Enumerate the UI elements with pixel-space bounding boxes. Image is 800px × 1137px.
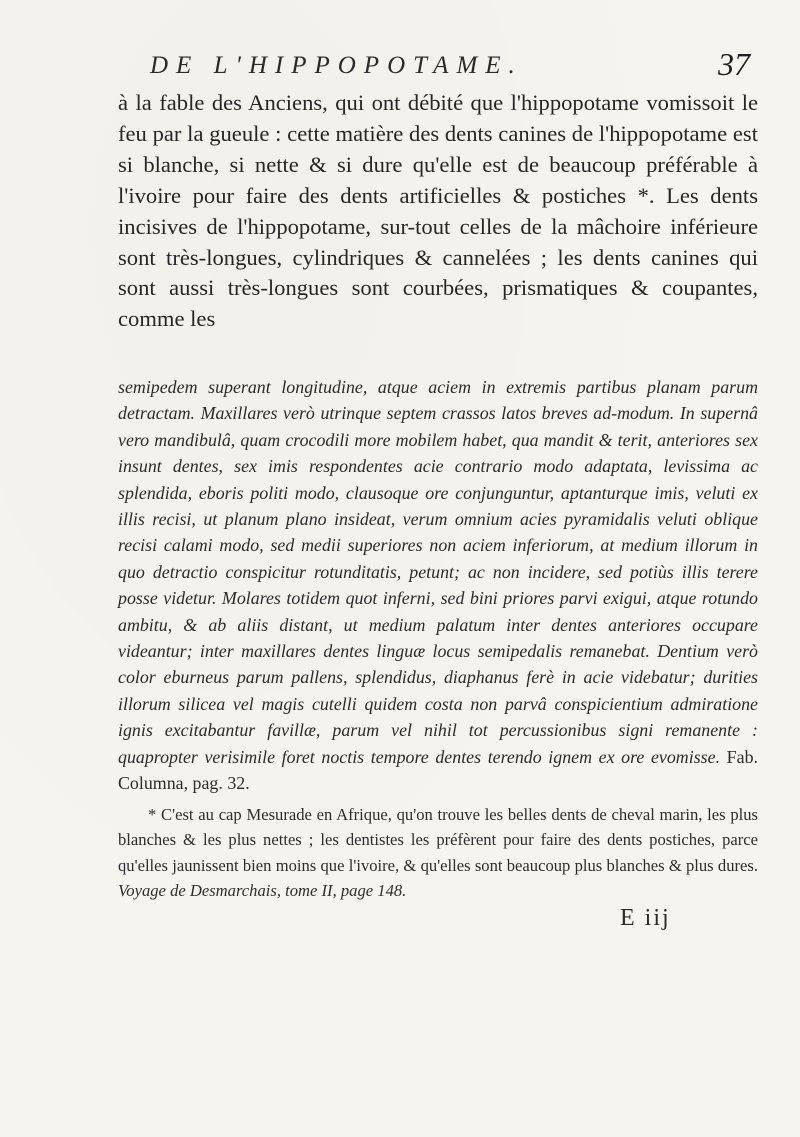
main-paragraph: à la fable des Anciens, qui ont débité que l'hippopotame vomissoit le feu par la gueule : cette matière des dents canines de l'hippopotame est si blanche, si nette & si dure qu'elle est de beaucoup préférable à l'ivoire pour faire des dents artificielles & postiches *. Les dents incisives de l'hippopotame, sur-tout celles de la mâchoire inférieure sont très-longues, cylindriques & cannelées ; les dents canines qui sont aussi très-longues sont courbées, prismatiques & coupantes, comme les — [118, 90, 758, 332]
footnote-reference: Voyage de Desmarchais, tome II, page 148. — [118, 880, 407, 900]
page-number: 37 — [718, 46, 750, 82]
latin-quotation — [118, 374, 758, 797]
footnote-text: * C'est au cap Mesurade en Afrique, qu'on trouve les belles dents de cheval marin, les plus blanches & les plus nettes ; les dentistes les préfèrent pour faire des dents postiches, parce qu'elles jaunissent bien moins que l'ivoire, & qu'elles sont beaucoup plus blanches & plus dures. — [118, 805, 758, 875]
latin-citation: Fab. Columna, pag. 32. — [118, 746, 758, 794]
latin-quotation-text: semipedem superant longitudine, atque aciem in extremis partibus planam parum detractam. Maxillares verò utrinque septem crassos latos breves ad-modum. In supernâ vero mandibulâ, quam crocodili more mobilem habet, qua mandit & terit, anteriores sex insunt dentes, sex imis respondentes acie contrario modo adaptata, levissima ac splendida, eboris politi modo, clausoque ore conjunguntur, aptanturque imis, veluti ex illis recisi, ut planum plano insideat, verum omnium acies pyramidalis veluti oblique recisi calami modo, sed medii superiores non aciem inferiorum, at medium illorum in quo detractio conspicitur rotunditatis, petunt; ac non incidere, sed potiùs illis terere posse videtur. Molares totidem quot inferni, sed bini priores parvi exigui, atque rotundo ambitu, & ab aliis distant, ut medium palatum inter dentes anteriores occupare videantur; inter maxillares dentes linguæ locus semipedalis remanebat. Dentium verò color eburneus parum pallens, splendidus, diaphanus ferè in acie videbatur; durities illorum silicea vel magis cutelli quidem costa non parvâ conspicientium admiratione ignis excitabantur favillæ, parum vel nihil tot percussionibus signi remanente : quapropter verisimile foret noctis tempore dentes terendo ignem ex ore evomisse. — [118, 377, 758, 767]
running-head — [150, 46, 750, 92]
footnote — [118, 802, 758, 903]
signature-mark: E iij — [620, 905, 671, 931]
running-head-title: DE L'HIPPOPOTAME. — [150, 52, 523, 79]
